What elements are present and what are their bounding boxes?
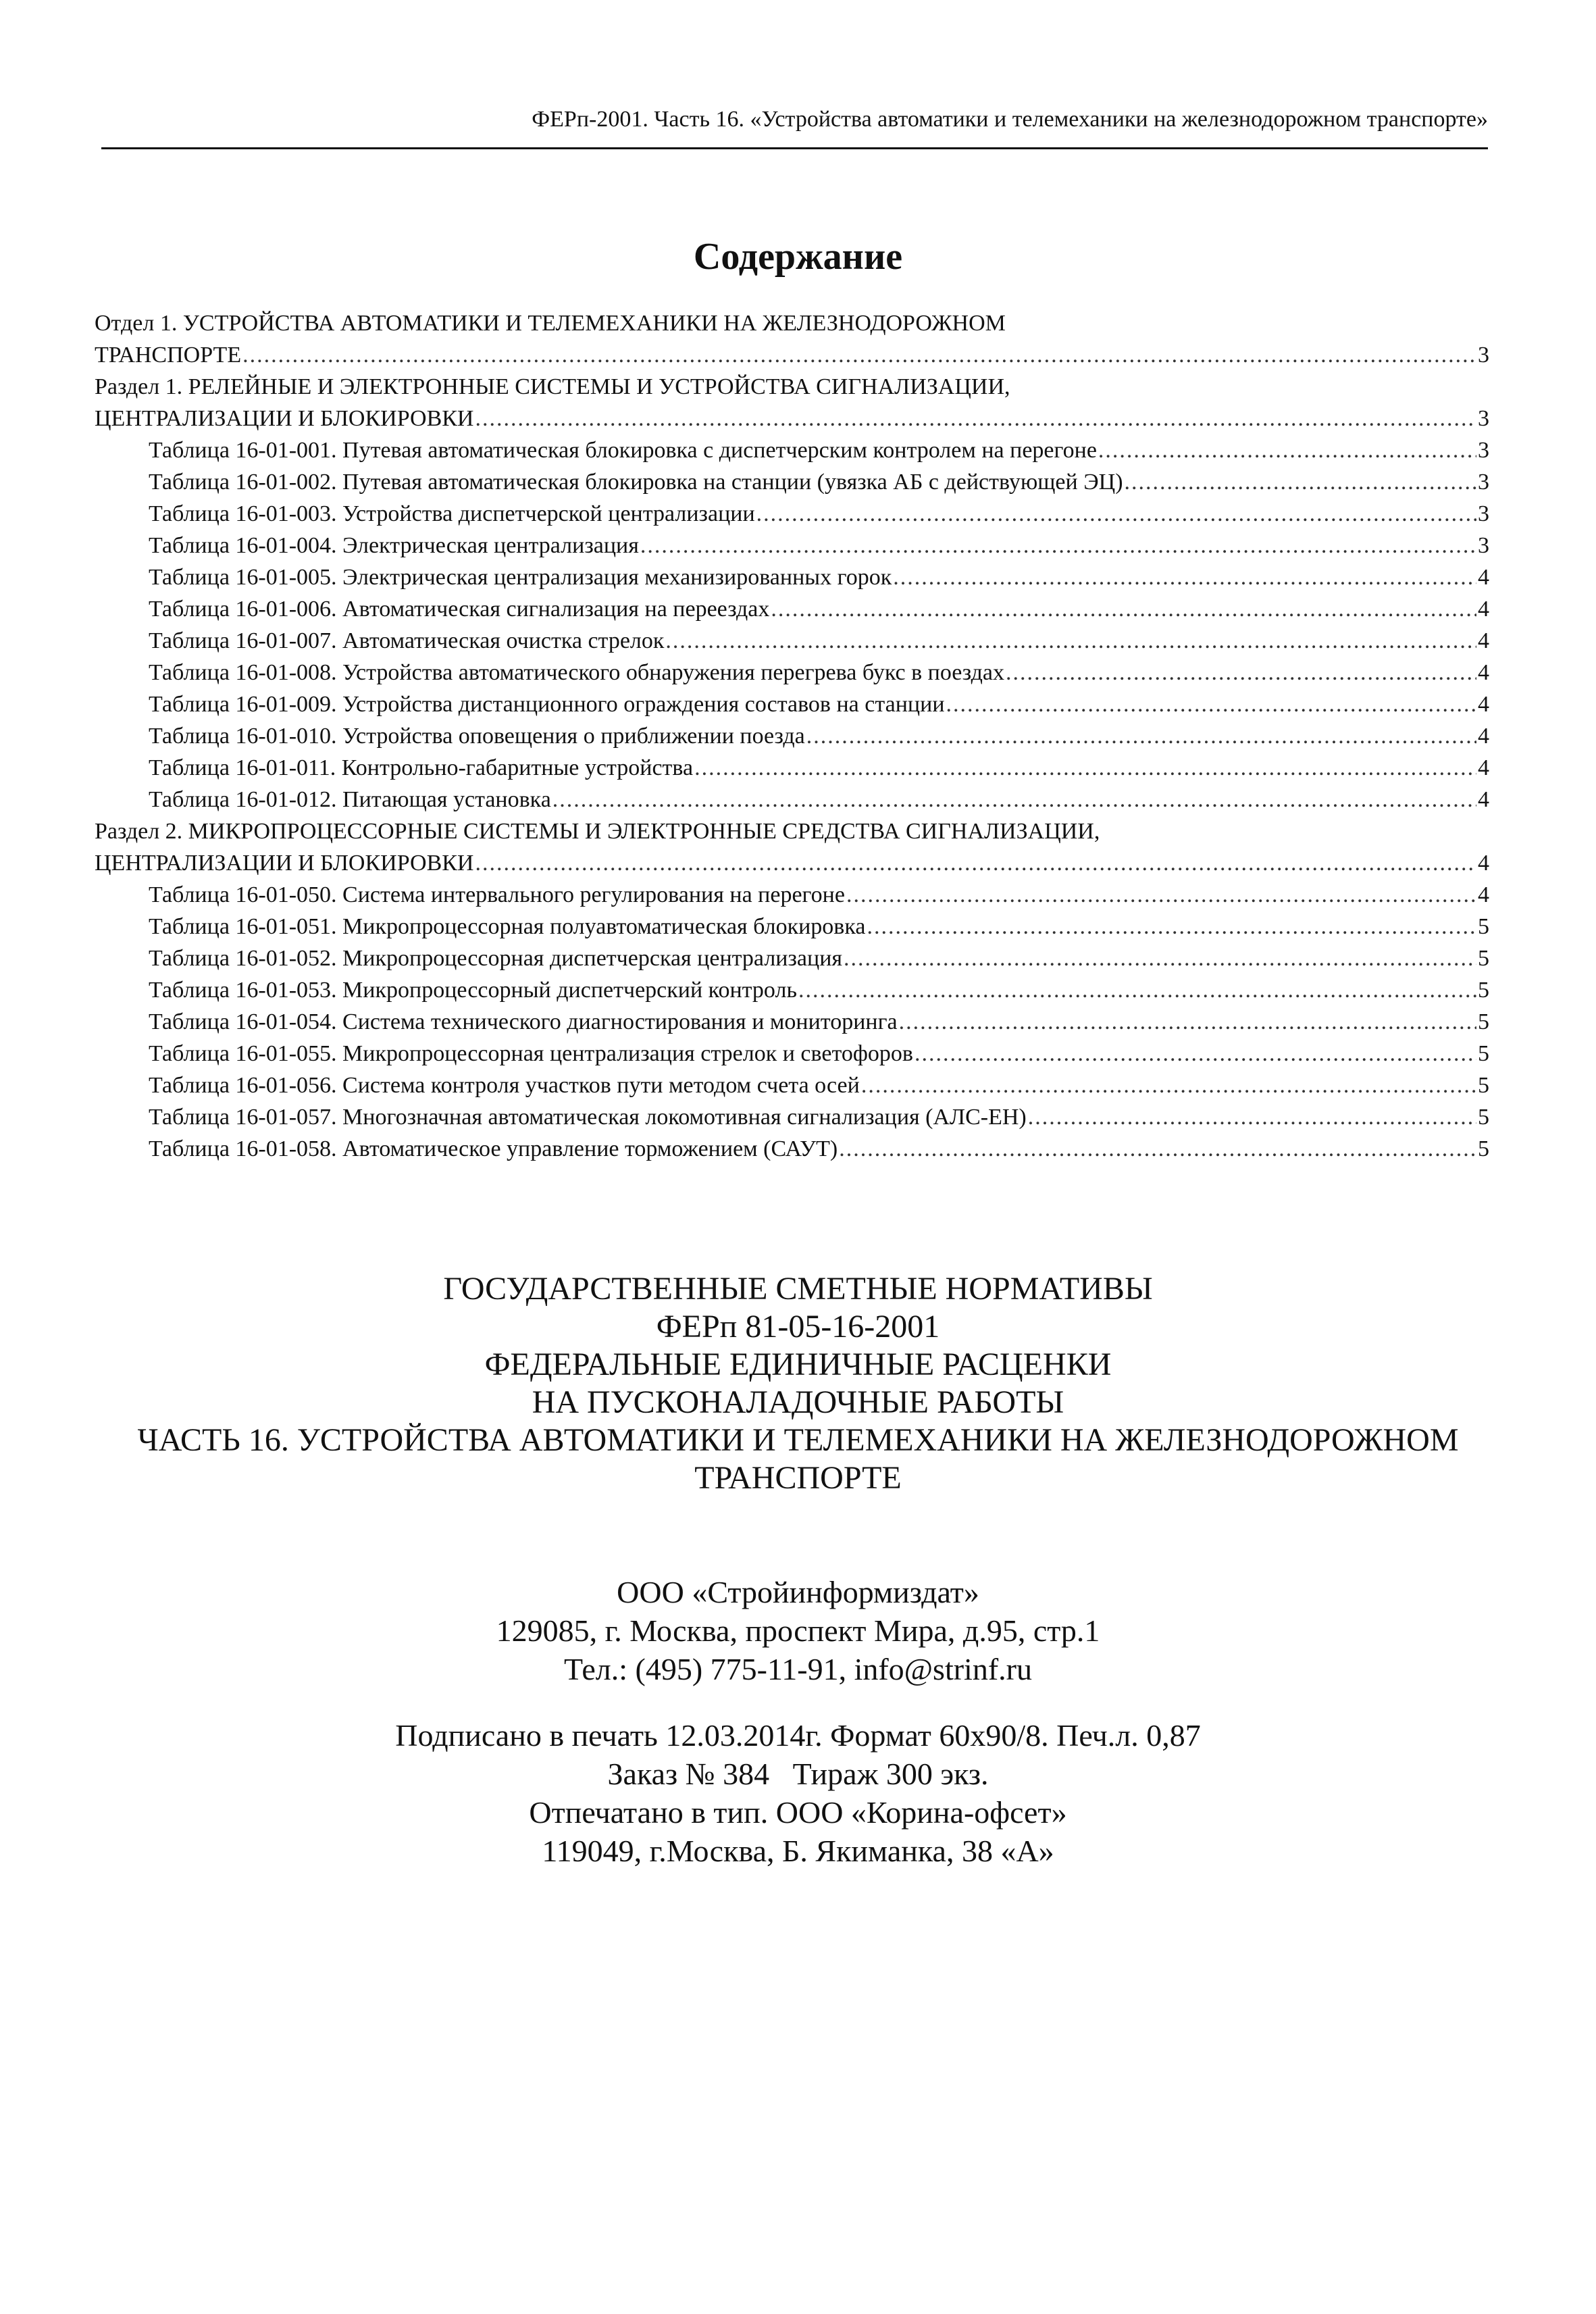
toc-entry [95,625,1489,657]
toc-entry [95,942,1489,974]
toc-entry [95,498,1489,530]
toc-entry-text: Таблица 16-01-058. Автоматическое управление торможением (САУТ) [149,1136,838,1161]
toc-leader-dots [899,1006,1476,1038]
publisher-contact: Тел.: (495) 775-11-91, info@strinf.ru [564,1652,1032,1686]
toc-page-number: 4 [1478,692,1489,717]
toc-page-number: 5 [1478,1136,1489,1161]
toc-entry-text: ЦЕНТРАЛИЗАЦИИ И БЛОКИРОВКИ [95,406,474,431]
toc-page-number: 3 [1478,438,1489,463]
toc-leader-dots [1028,1101,1476,1133]
toc-entry-text: Таблица 16-01-003. Устройства диспетчерской централизации [149,501,755,526]
table-of-contents [95,307,1489,1165]
toc-page-number: 5 [1478,1041,1489,1066]
toc-entry-text: Таблица 16-01-012. Питающая установка [149,787,551,812]
toc-leader-dots [756,498,1476,530]
toc-leader-dots [839,1133,1476,1165]
toc-page-number: 5 [1478,1105,1489,1130]
toc-entry [95,1006,1489,1038]
toc-leader-dots [806,720,1476,752]
toc-page-number: 4 [1478,882,1489,907]
toc-page-number: 4 [1478,755,1489,780]
imprint-signed: Подписано в печать 12.03.2014г. Формат 60x90/8. Печ.л. 0,87 [395,1718,1201,1753]
title-block [0,1270,1596,1497]
toc-entry [95,1101,1489,1133]
toc-leader-dots [640,530,1476,561]
toc-page-number: 3 [1478,343,1489,368]
title-line-code: ФЕРп 81-05-16-2001 [656,1309,940,1344]
imprint-block [0,1716,1596,1870]
toc-leader-dots [867,911,1476,942]
title-line-rates: ФЕДЕРАЛЬНЫЕ ЕДИНИЧНЫЕ РАСЦЕНКИ [484,1347,1112,1382]
toc-entry-text: Таблица 16-01-001. Путевая автоматическая блокировка с диспетчерским контролем на перегоне [149,438,1097,463]
toc-entry [95,593,1489,625]
toc-leader-dots [694,752,1476,784]
toc-leader-dots [861,1070,1476,1101]
toc-entry [95,307,1489,339]
toc-entry-text: Таблица 16-01-011. Контрольно-габаритные устройства [149,755,694,780]
toc-page-number: 5 [1478,914,1489,939]
toc-leader-dots [1006,657,1476,688]
toc-page-number: 4 [1478,565,1489,590]
toc-entry [95,1038,1489,1070]
toc-entry [95,339,1489,371]
toc-entry [95,720,1489,752]
imprint-order: Заказ № 384 Тираж 300 экз. [607,1757,989,1791]
toc-entry [95,561,1489,593]
toc-entry-text: ЦЕНТРАЛИЗАЦИИ И БЛОКИРОВКИ [95,851,474,876]
toc-entry [95,371,1489,403]
running-header: ФЕРп-2001. Часть 16. «Устройства автоматики и телемеханики на железнодорожном транспорте» [532,107,1488,132]
toc-page-number: 4 [1478,628,1489,653]
toc-leader-dots [946,688,1476,720]
toc-page-number: 3 [1478,501,1489,526]
toc-leader-dots [1098,434,1476,466]
toc-entry-text: Таблица 16-01-010. Устройства оповещения о приближении поезда [149,724,805,749]
toc-leader-dots [771,593,1476,625]
title-line-part: ЧАСТЬ 16. УСТРОЙСТВА АВТОМАТИКИ И ТЕЛЕМЕХАНИКИ НА ЖЕЛЕЗНОДОРОЖНОМ [137,1422,1459,1458]
imprint-printer-address: 119049, г.Москва, Б. Якиманка, 38 «А» [542,1834,1054,1868]
toc-entry [95,1133,1489,1165]
toc-page-number: 5 [1478,1009,1489,1034]
toc-entry-text: Таблица 16-01-005. Электрическая централизация механизированных горок [149,565,892,590]
toc-entry-text: Таблица 16-01-004. Электрическая централизация [149,533,639,558]
toc-entry-text: Таблица 16-01-052. Микропроцессорная диспетчерская централизация [149,946,843,971]
title-line-standards: ГОСУДАРСТВЕННЫЕ СМЕТНЫЕ НОРМАТИВЫ [443,1271,1153,1307]
toc-leader-dots [665,625,1476,657]
header-divider [101,147,1488,149]
toc-page-number: 4 [1478,597,1489,622]
toc-entry [95,784,1489,815]
toc-entry [95,974,1489,1006]
toc-leader-dots [552,784,1476,815]
title-line-transport: ТРАНСПОРТЕ [694,1460,902,1496]
toc-entry-text: Таблица 16-01-055. Микропроцессорная централизация стрелок и светофоров [149,1041,913,1066]
toc-leader-dots [893,561,1476,593]
imprint-printer: Отпечатано в тип. ООО «Корина-офсет» [529,1795,1067,1830]
toc-entry-text: Таблица 16-01-002. Путевая автоматическая блокировка на станции (увязка АБ с действующей ЭЦ) [149,470,1123,495]
toc-entry-text: Таблица 16-01-006. Автоматическая сигнализация на переездах [149,597,770,622]
toc-entry-text: Таблица 16-01-054. Система технического диагностирования и мониторинга [149,1009,898,1034]
toc-entry [95,815,1489,847]
toc-entry-text: Таблица 16-01-051. Микропроцессорная полуавтоматическая блокировка [149,914,866,939]
toc-entry [95,434,1489,466]
publisher-block [0,1573,1596,1688]
toc-entry-text: Отдел 1. УСТРОЙСТВА АВТОМАТИКИ И ТЕЛЕМЕХАНИКИ НА ЖЕЛЕЗНОДОРОЖНОМ [95,311,1006,336]
toc-page-number: 4 [1478,660,1489,685]
toc-entry-text: Таблица 16-01-053. Микропроцессорный диспетчерский контроль [149,978,797,1003]
toc-page-number: 5 [1478,978,1489,1003]
toc-entry [95,688,1489,720]
toc-leader-dots [915,1038,1476,1070]
toc-entry-text: Таблица 16-01-008. Устройства автоматического обнаружения перегрева букс в поездах [149,660,1004,685]
toc-entry-text: Таблица 16-01-057. Многозначная автоматическая локомотивная сигнализация (АЛС-ЕН) [149,1105,1027,1130]
toc-entry [95,657,1489,688]
toc-page-number: 3 [1478,470,1489,495]
toc-entry-text: Таблица 16-01-050. Система интервального регулирования на перегоне [149,882,845,907]
toc-leader-dots [475,847,1476,879]
toc-leader-dots [844,942,1476,974]
toc-page-number: 4 [1478,724,1489,749]
toc-page-number: 4 [1478,851,1489,876]
toc-leader-dots [1125,466,1476,498]
toc-entry-text: Таблица 16-01-009. Устройства дистанционного ограждения составов на станции [149,692,945,717]
toc-entry-text: ТРАНСПОРТЕ [95,343,242,368]
toc-entry [95,879,1489,911]
toc-leader-dots [798,974,1476,1006]
toc-entry [95,466,1489,498]
toc-entry-text: Раздел 1. РЕЛЕЙНЫЕ И ЭЛЕКТРОННЫЕ СИСТЕМЫ И УСТРОЙСТВА СИГНАЛИЗАЦИИ, [95,374,1010,399]
toc-leader-dots [846,879,1476,911]
toc-entry [95,403,1489,434]
toc-page-number: 3 [1478,406,1489,431]
toc-entry [95,1070,1489,1101]
publisher-name: ООО «Стройинформиздат» [617,1575,979,1609]
toc-title: Содержание [693,236,903,278]
title-line-works: НА ПУСКОНАЛАДОЧНЫЕ РАБОТЫ [532,1384,1064,1420]
toc-entry [95,530,1489,561]
toc-page-number: 4 [1478,787,1489,812]
toc-page-number: 3 [1478,533,1489,558]
toc-page-number: 5 [1478,946,1489,971]
toc-entry [95,911,1489,942]
publisher-address: 129085, г. Москва, проспект Мира, д.95, стр.1 [496,1613,1100,1648]
toc-entry [95,752,1489,784]
toc-entry-text: Раздел 2. МИКРОПРОЦЕССОРНЫЕ СИСТЕМЫ И ЭЛЕКТРОННЫЕ СРЕДСТВА СИГНАЛИЗАЦИИ, [95,819,1100,844]
toc-leader-dots [475,403,1476,434]
toc-entry [95,847,1489,879]
toc-page-number: 5 [1478,1073,1489,1098]
toc-leader-dots [242,339,1476,371]
toc-entry-text: Таблица 16-01-007. Автоматическая очистка стрелок [149,628,665,653]
toc-entry-text: Таблица 16-01-056. Система контроля участков пути методом счета осей [149,1073,860,1098]
